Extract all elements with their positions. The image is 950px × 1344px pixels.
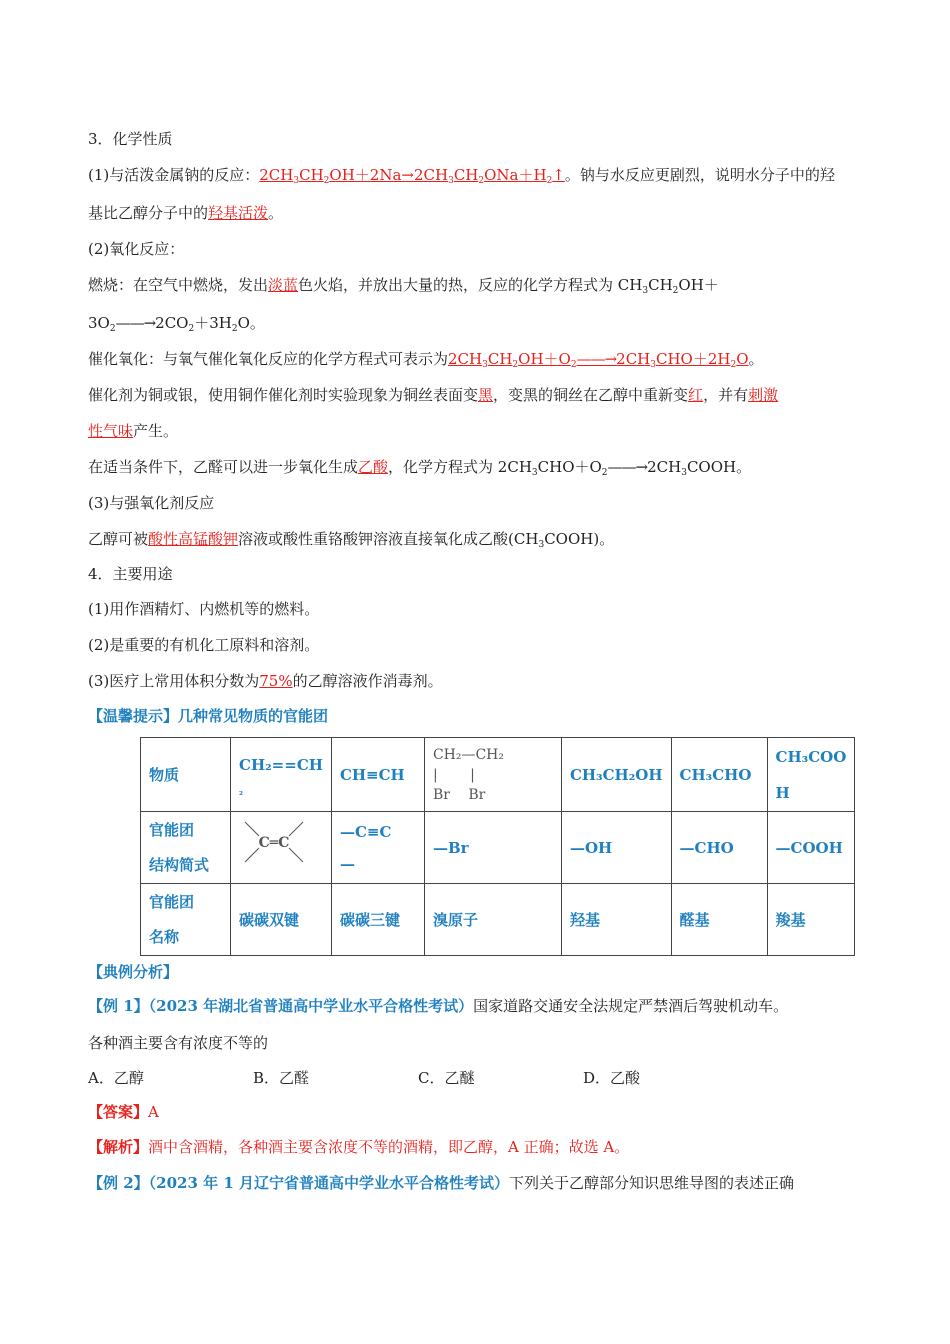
option-a: A．乙醇 bbox=[88, 1069, 144, 1087]
name-hydroxyl: 羟基 bbox=[561, 884, 671, 956]
substance-ethylene: CH₂==CH ₂ bbox=[231, 738, 332, 812]
name-bromine-atom: 溴原子 bbox=[424, 884, 561, 956]
acetic-acid-blank: 乙酸 bbox=[358, 458, 389, 476]
combustion-line2: $3O_2——\to 2CO_2+3H_2O$。 bbox=[88, 314, 265, 334]
row-label-group-name: 官能团 名称 bbox=[141, 884, 231, 956]
group-carboxyl: —COOH bbox=[767, 812, 855, 884]
tip-label: 【温馨提示】 bbox=[88, 707, 179, 725]
use-item-3: (3)医疗上常用体积分数为75%的乙醇溶液作消毒剂。 bbox=[88, 672, 443, 690]
alkene-structure-icon bbox=[239, 816, 309, 868]
option-b: B．乙醛 bbox=[253, 1069, 310, 1087]
example2-source: （2023 年 1 月辽宁省普通高中学业水平合格性考试） bbox=[148, 1174, 510, 1192]
row-label-group-structure: 官能团 结构简式 bbox=[141, 812, 231, 884]
use-item-1: (1)用作酒精灯、内燃机等的燃料。 bbox=[88, 600, 320, 618]
example2-label: 【例 2】 bbox=[88, 1174, 149, 1192]
group-alkyne: —C≡C — bbox=[331, 812, 424, 884]
option-d: D．乙酸 bbox=[583, 1069, 641, 1087]
strong-oxidant-heading: (3)与强氧化剂反应 bbox=[88, 494, 215, 512]
catalytic-oxidation-line: 催化氧化：与氧气催化氧化反应的化学方程式可表示为$2CH_3CH_2OH+O_2——\to 2CH_3CHO+2H_2O$。 bbox=[88, 350, 764, 370]
name-double-bond: 碳碳双键 bbox=[231, 884, 332, 956]
red-blank: 红 bbox=[688, 386, 704, 404]
name-carboxyl: 羧基 bbox=[767, 884, 855, 956]
group-hydroxyl: —OH bbox=[561, 812, 671, 884]
answer-label: 【答案】 bbox=[88, 1103, 149, 1121]
light-blue-blank: 淡蓝 bbox=[268, 276, 299, 294]
example1-label: 【例 1】 bbox=[88, 997, 149, 1015]
kmno4-blank: 酸性高锰酸钾 bbox=[148, 530, 239, 548]
substance-ethanol: CH₃CH₂OH bbox=[561, 738, 671, 812]
group-bromo: —Br bbox=[424, 812, 561, 884]
sodium-reaction-line2: 基比乙醇分子中的羟基活泼。 bbox=[88, 204, 284, 222]
name-triple-bond: 碳碳三键 bbox=[331, 884, 424, 956]
sodium-equation-blank: $2CH_3CH_2OH+2Na\to 2CH_3CH_2ONa+H_2↑$ bbox=[259, 166, 565, 186]
section3-heading: 3．化学性质 bbox=[88, 130, 173, 148]
substance-acetylene: CH≡CH bbox=[331, 738, 424, 812]
substance-acetaldehyde: CH₃CHO bbox=[671, 738, 767, 812]
substance-acetic-acid: CH₃COO H bbox=[767, 738, 855, 812]
pungent-blank-part2: 性气味 bbox=[88, 422, 134, 440]
catalytic-equation-blank: $2CH_3CH_2OH+O_2——\to 2CH_3CHO+2H_2O$ bbox=[448, 350, 749, 370]
use-item-2: (2)是重要的有机化工原料和溶剂。 bbox=[88, 636, 320, 654]
strong-oxidant-line: 乙醇可被酸性高锰酸钾溶液或酸性重铬酸钾溶液直接氧化成乙酸$(CH_3COOH)$。 bbox=[88, 530, 615, 550]
analysis-label: 【解析】 bbox=[88, 1138, 149, 1156]
acetic-acid-line: 在适当条件下，乙醛可以进一步氧化生成乙酸，化学方程式为 $2CH_3CHO+O_2——\to 2CH_3COOH$。 bbox=[88, 458, 752, 478]
tip-heading bbox=[88, 705, 328, 727]
row-label-substance: 物质 bbox=[141, 738, 231, 812]
example2-line: 【例 2】（2023 年 1 月辽宁省普通高中学业水平合格性考试）下列关于乙醇部分知识思维导图的表述正确 bbox=[88, 1174, 795, 1192]
tip-title: 几种常见物质的官能团 bbox=[178, 707, 329, 725]
option-c: C．乙醚 bbox=[418, 1069, 475, 1087]
pungent-blank-part1: 刺激 bbox=[748, 386, 779, 404]
group-aldehyde: —CHO bbox=[671, 812, 767, 884]
example1-line1: 【例 1】（2023 年湖北省普通高中学业水平合格性考试）国家道路交通安全法规定严禁酒后驾驶机动车。 bbox=[88, 997, 789, 1015]
sodium-reaction-line1: (1)与活泼金属钠的反应：$2CH_3CH_2OH+2Na\to 2CH_3CH_2ONa+H_2↑$。钠与水反应更剧烈，说明水分子中的羟 bbox=[88, 166, 835, 186]
functional-group-table bbox=[140, 737, 855, 956]
group-alkene bbox=[231, 812, 332, 884]
analysis-line bbox=[88, 1136, 629, 1158]
svg-text:C═C: C═C bbox=[258, 835, 290, 851]
percent-blank: 75% bbox=[259, 672, 293, 690]
section4-heading: 4．主要用途 bbox=[88, 565, 173, 583]
catalyst-line1: 催化剂为铜或银，使用铜作催化剂时实验现象为铜丝表面变黑，变黑的铜丝在乙醇中重新变红，并有刺激 bbox=[88, 386, 779, 404]
hydroxyl-active-blank: 羟基活泼 bbox=[208, 204, 269, 222]
example1-line2: 各种酒主要含有浓度不等的 bbox=[88, 1034, 269, 1052]
substance-dibromoethane: CH₂—CH₂ | | Br Br bbox=[424, 738, 561, 812]
analysis-text: 酒中含酒精，各种酒主要含浓度不等的酒精，即乙醇，A 正确；故选 A。 bbox=[148, 1138, 630, 1156]
examples-heading: 【典例分析】 bbox=[88, 963, 179, 981]
name-aldehyde: 醛基 bbox=[671, 884, 767, 956]
example1-source: （2023 年湖北省普通高中学业水平合格性考试） bbox=[148, 997, 474, 1015]
answer-value: A bbox=[148, 1103, 159, 1121]
oxidation-heading: (2)氧化反应： bbox=[88, 240, 185, 258]
combustion-line1: 燃烧：在空气中燃烧，发出淡蓝色火焰，并放出大量的热，反应的化学方程式为 $CH_3CH_2OH+$ bbox=[88, 276, 719, 296]
black-blank: 黑 bbox=[478, 386, 494, 404]
catalyst-line2: 性气味产生。 bbox=[88, 422, 179, 440]
answer-line bbox=[88, 1101, 159, 1123]
